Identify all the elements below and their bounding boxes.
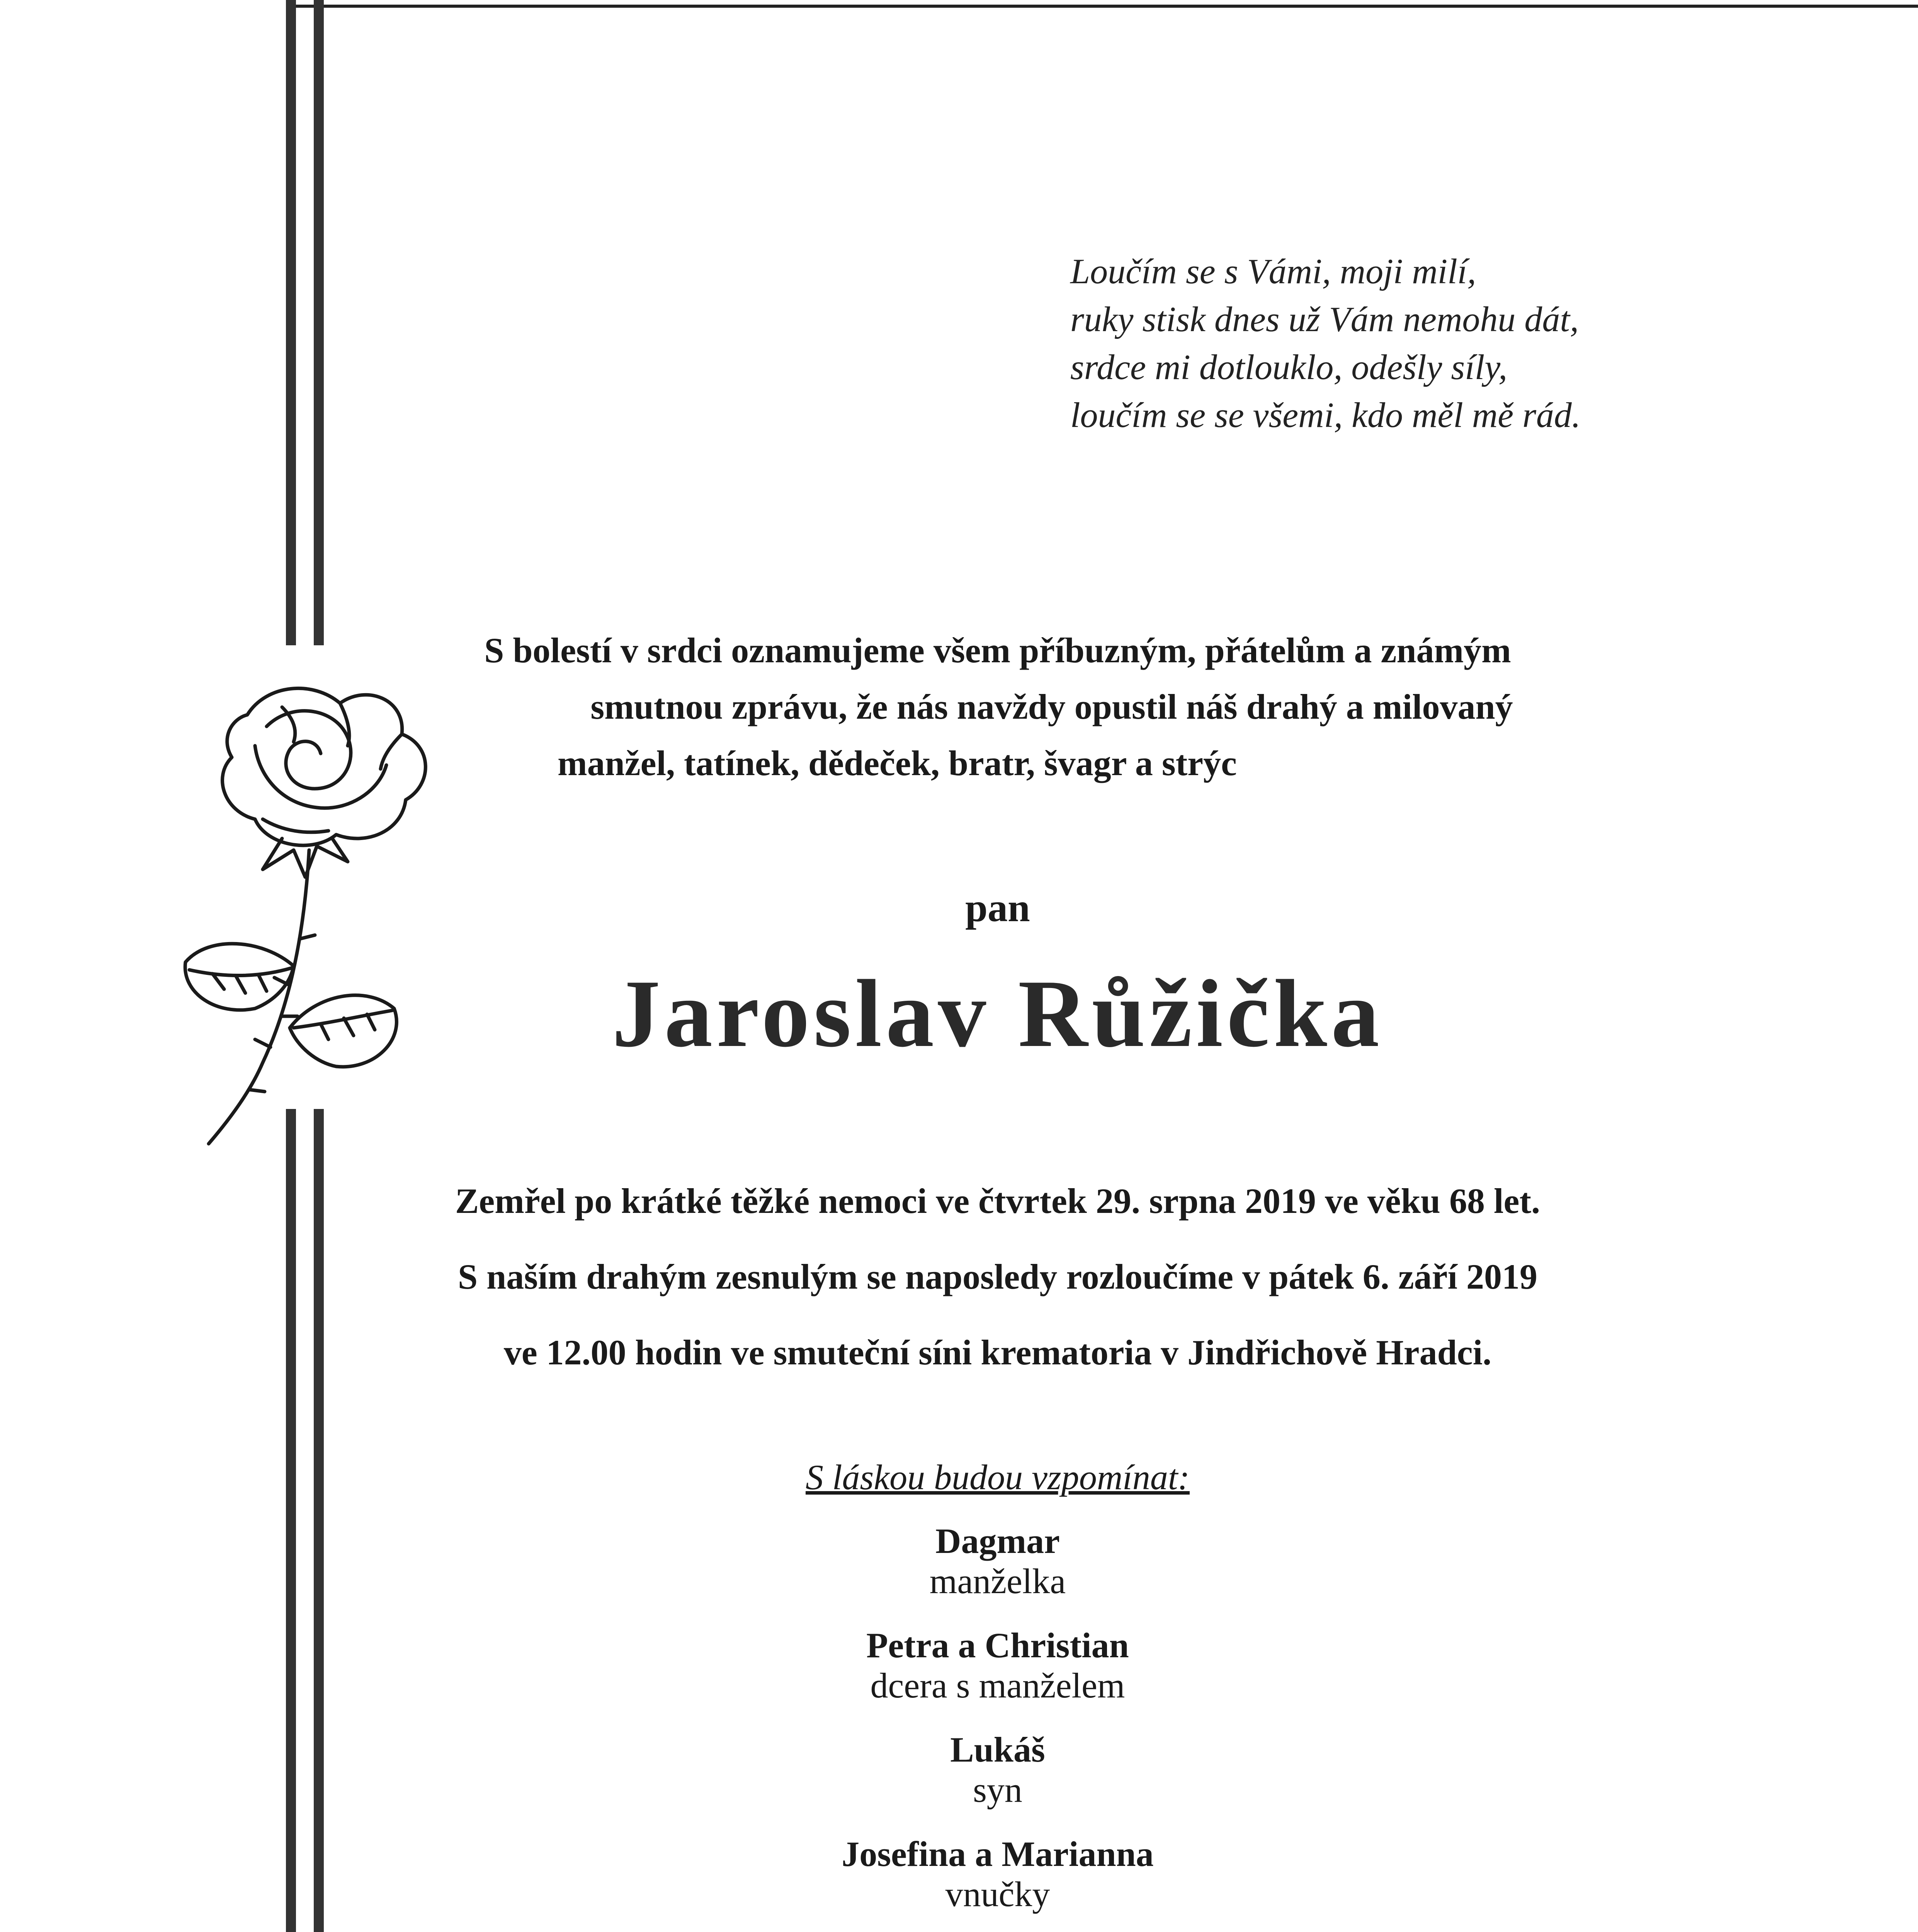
- left-border-bar-outer-top: [286, 0, 296, 645]
- title-prefix: pan: [965, 886, 1030, 930]
- mourner-relation: syn: [973, 1770, 1022, 1810]
- mourner-name: Petra a Christian: [866, 1626, 1129, 1665]
- mourner-relation: manželka: [929, 1561, 1066, 1601]
- death-info-line: S naším drahým zesnulým se naposledy rozloučíme v pátek 6. září 2019: [457, 1257, 1538, 1296]
- mourners-section: [0, 1457, 1918, 1932]
- poem-line: ruky stisk dnes už Vám nemohu dát,: [1070, 299, 1579, 339]
- mourner-relation: vnučky: [945, 1874, 1050, 1914]
- mourner-name: Lukáš: [950, 1730, 1045, 1769]
- announcement-line: smutnou zprávu, že nás navždy opustil náš drahý a milovaný: [590, 687, 1513, 726]
- mourner: [77, 1521, 1918, 1601]
- poem-line: loučím se se všemi, kdo měl mě rád.: [1070, 395, 1581, 435]
- mourner: [77, 1730, 1918, 1810]
- top-border-line: [286, 5, 1918, 8]
- poem-line: srdce mi dotlouklo, odešly síly,: [1070, 347, 1508, 387]
- deceased-name: Jaroslav Růžička: [612, 960, 1383, 1067]
- mourner-name: Josefina a Marianna: [842, 1834, 1154, 1874]
- death-info-line: ve 12.00 hodin ve smuteční síni krematoria v Jindřichově Hradci.: [503, 1333, 1492, 1372]
- mourner: [77, 1834, 1918, 1914]
- left-border-bar-inner-top: [314, 0, 324, 645]
- poem: [1070, 247, 1581, 439]
- mourners-title: S láskou budou vzpomínat:: [805, 1458, 1190, 1497]
- announcement: [0, 622, 1918, 791]
- mourner-name: Dagmar: [935, 1521, 1060, 1561]
- announcement-line: manžel, tatínek, dědeček, bratr, švagr a strýc: [558, 743, 1237, 783]
- death-info: [0, 1163, 1918, 1390]
- death-info-line: Zemřel po krátké těžké nemoci ve čtvrtek 29. srpna 2019 ve věku 68 let.: [455, 1181, 1540, 1221]
- mourner: [77, 1625, 1918, 1706]
- announcement-line: S bolestí v srdci oznamujeme všem příbuzným, přátelům a známým: [484, 631, 1511, 670]
- poem-line: Loučím se s Vámi, moji milí,: [1070, 252, 1476, 291]
- mourner-relation: dcera s manželem: [870, 1666, 1125, 1705]
